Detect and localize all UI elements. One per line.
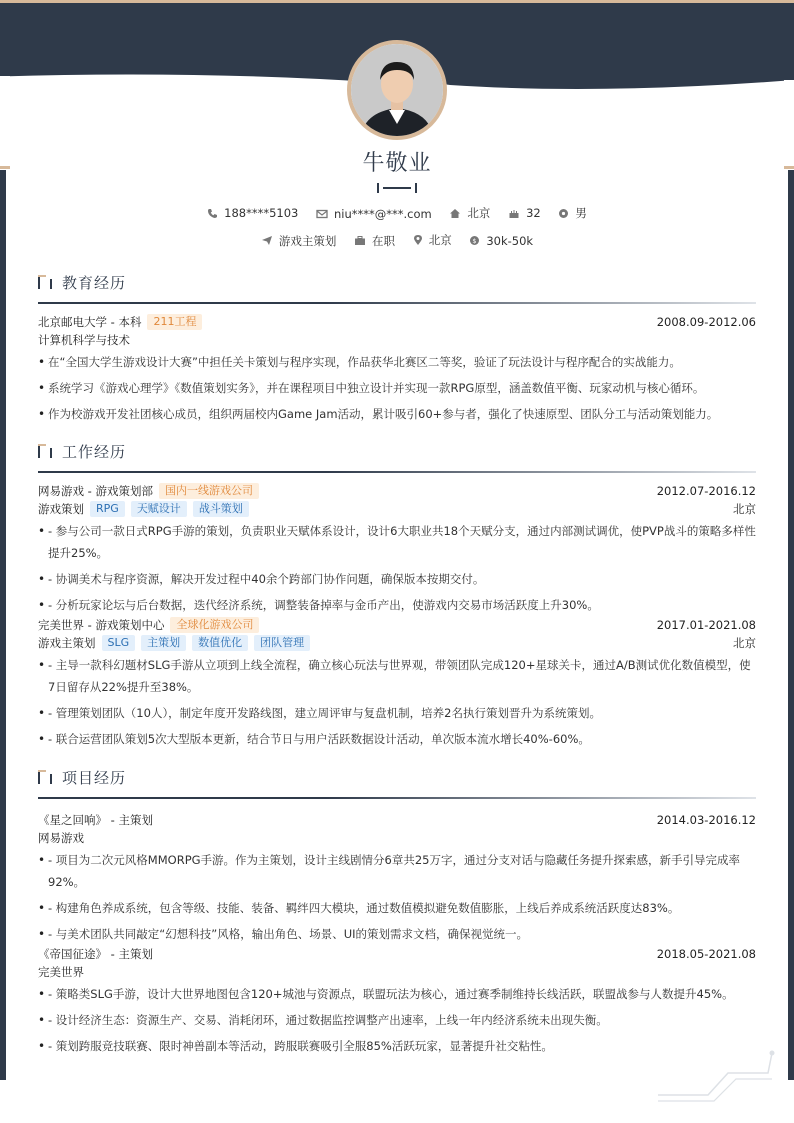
home-icon (449, 208, 461, 219)
briefcase-icon (354, 235, 366, 246)
list-item: • - 设计经济生态：资源生产、交易、消耗闭环，通过数据监控调整产出速率，上线一年内经济系统未出现失衡。 (38, 1009, 756, 1031)
section-title: 工作经历 (62, 442, 127, 461)
school-tag: 211工程 (147, 314, 202, 330)
list-item: • - 主导一款科幻题材SLG手游从立项到上线全流程，确立核心玩法与世界观，带领团队完成120+星球关卡，通过A/B测试优化数值模型，使7日留存从22%提升至38%。 (38, 654, 756, 698)
project-entry (38, 945, 756, 1057)
skill-tag: 天赋设计 (131, 501, 187, 517)
list-item: • - 参与公司一款日式RPG手游的策划，负责职业天赋体系设计，设计6大职业共18个天赋分支，通过内部测试调优，使PVP战斗的策略多样性提升25%。 (38, 520, 756, 564)
section-bracket-icon (38, 769, 56, 785)
list-item: • 系统学习《游戏心理学》《数值策划实务》，并在课程项目中独立设计并实现一款RPG原型，涵盖数值平衡、玩家动机与核心循环。 (38, 377, 756, 399)
section-divider (38, 471, 756, 473)
job-role: 游戏策划 (38, 502, 84, 516)
contact-row (0, 205, 794, 222)
list-item: • - 策略类SLG手游，设计大世界地图包含120+城池与资源点，联盟玩法为核心，通过赛季制维持长线活跃，联盟战参与人数提升45%。 (38, 983, 756, 1005)
skill-tag: 数值优化 (192, 635, 248, 651)
gender-icon (558, 208, 569, 219)
education-section (38, 270, 756, 425)
salary-icon (469, 235, 480, 246)
skill-tag: 团队管理 (254, 635, 310, 651)
right-border (788, 170, 794, 1080)
contact-gender: 男 (558, 205, 587, 221)
intent-city: 北京 (413, 232, 452, 248)
contact-age: 32 (508, 206, 541, 220)
list-item: • 在“全国大学生游戏设计大赛”中担任关卡策划与程序实现，作品获华北赛区二等奖，验证了玩法设计与程序配合的实战能力。 (38, 351, 756, 373)
section-title: 项目经历 (62, 768, 127, 787)
intent-position: 游戏主策划 (261, 233, 337, 249)
projects-section (38, 765, 756, 1057)
project-entry (38, 811, 756, 945)
company-tag: 国内一线游戏公司 (159, 483, 259, 499)
job-role: 游戏主策划 (38, 636, 96, 650)
list-item: • - 策划跨服竞技联赛、限时神兽副本等活动，跨服联赛吸引全服85%活跃玩家，显著提升社交粘性。 (38, 1035, 756, 1057)
job-city: 北京 (733, 502, 756, 516)
intent-status: 在职 (354, 233, 395, 249)
job-intent-row (0, 232, 794, 249)
project-org: 网易游戏 (38, 831, 84, 845)
corner-decoration (656, 1043, 776, 1105)
section-bracket-icon (38, 443, 56, 459)
project-date: 2018.05-2021.08 (656, 947, 756, 961)
list-item: • - 与美术团队共同敲定“幻想科技”风格，输出角色、场景、UI的策划需求文档，确保视觉统一。 (38, 923, 756, 945)
work-section (38, 439, 756, 750)
skill-tag: 主策划 (141, 635, 186, 651)
phone-icon (207, 208, 218, 219)
project-org: 完美世界 (38, 965, 84, 979)
list-item: • - 管理策划团队（10人），制定年度开发路线图，建立周评审与复盘机制，培养2名执行策划晋升为系统策划。 (38, 702, 756, 724)
svg-text:$: $ (472, 237, 477, 245)
list-item: • 作为校游戏开发社团核心成员，组织两届校内Game Jam活动，累计吸引60+参与者，强化了快速原型、团队分工与活动策划能力。 (38, 403, 756, 425)
job-date: 2012.07-2016.12 (656, 484, 756, 498)
list-item: • - 联合运营团队策划5次大型版本更新，结合节日与用户活跃数据设计活动，单次版本流水增长40%-60%。 (38, 728, 756, 750)
list-item: • - 分析玩家论坛与后台数据，迭代经济系统，调整装备掉率与金币产出，使游戏内交易市场活跃度上升30%。 (38, 594, 756, 616)
school-name: 北京邮电大学 - 本科 (38, 315, 142, 329)
list-item: • - 项目为二次元风格MMORPG手游。作为主策划，设计主线剧情分6章共25万字，通过分支对话与隐藏任务提升探索感，新手引导完成率92%。 (38, 849, 756, 893)
candidate-name: 牛敬业 (362, 151, 432, 176)
company-name: 网易游戏 - 游戏策划部 (38, 484, 153, 498)
send-icon (261, 235, 273, 246)
section-title: 教育经历 (62, 273, 127, 292)
section-divider (38, 302, 756, 304)
section-divider (38, 797, 756, 799)
project-name: 《帝国征途》 - 主策划 (38, 947, 153, 961)
job-entry (38, 616, 756, 750)
contact-email: niu****@***.com (316, 207, 432, 221)
contact-city: 北京 (449, 205, 490, 221)
company-name: 完美世界 - 游戏策划中心 (38, 618, 165, 632)
mail-icon (316, 209, 328, 219)
skill-tag: 战斗策划 (193, 501, 249, 517)
job-date: 2017.01-2021.08 (656, 618, 756, 632)
left-border (0, 170, 6, 1080)
avatar (347, 40, 447, 140)
intent-salary: $ 30k-50k (469, 234, 533, 248)
company-tag: 全球化游戏公司 (170, 617, 259, 633)
skill-tag: SLG (102, 635, 136, 651)
list-item: • - 构建角色养成系统，包含等级、技能、装备、羁绊四大模块，通过数值模拟避免数值膨胀，上线后养成系统活跃度达83%。 (38, 897, 756, 919)
job-entry (38, 482, 756, 616)
section-bracket-icon (38, 274, 56, 290)
project-date: 2014.03-2016.12 (656, 813, 756, 827)
cake-icon (508, 208, 520, 219)
project-name: 《星之回响》 - 主策划 (38, 813, 153, 827)
skill-tag: RPG (90, 501, 125, 517)
location-pin-icon (413, 234, 423, 246)
contact-phone: 188****5103 (207, 206, 298, 220)
major: 计算机科学与技术 (38, 333, 130, 347)
job-city: 北京 (733, 636, 756, 650)
list-item: • - 协调美术与程序资源，解决开发过程中40余个跨部门协作问题，确保版本按期交付。 (38, 568, 756, 590)
education-date: 2008.09-2012.06 (656, 315, 756, 329)
name-divider (375, 182, 419, 194)
